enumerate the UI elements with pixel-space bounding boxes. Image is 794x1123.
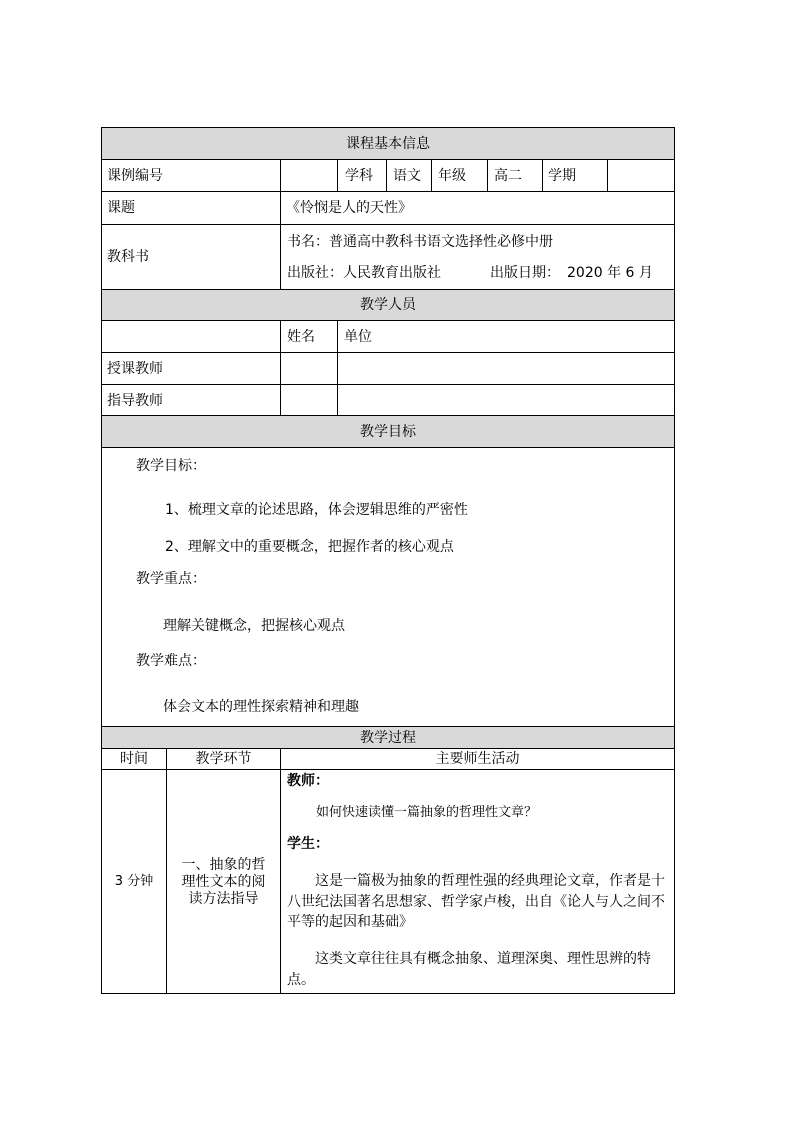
table-rule xyxy=(101,726,675,727)
book-name: 书名：普通高中教科书语文选择性必修中册 xyxy=(287,234,553,250)
table-rule xyxy=(101,224,675,225)
table-rule xyxy=(487,159,488,191)
table-rule xyxy=(542,159,543,191)
table-rule xyxy=(101,159,675,160)
row-step-line-3: 读方法指导 xyxy=(188,891,259,907)
goals-title: 教学目标 xyxy=(360,424,416,440)
table-border-right xyxy=(674,127,675,994)
teacher-question: 如何快速读懂一篇抽象的哲理性文章？ xyxy=(316,805,538,820)
table-rule xyxy=(337,159,338,191)
table-rule xyxy=(101,447,675,448)
name-header: 姓名 xyxy=(287,329,315,345)
staff-title: 教学人员 xyxy=(360,297,416,313)
table-rule xyxy=(386,159,387,191)
table-rule xyxy=(280,159,281,289)
process-title: 教学过程 xyxy=(360,730,416,746)
goal-1: 1、梳理文章的论述思路，体会逻辑思维的严密性 xyxy=(165,502,468,518)
table-border-left xyxy=(101,127,102,994)
row-step-line-1: 一、抽象的哲 xyxy=(181,857,266,873)
publish-date-value: 2020 年 6 月 xyxy=(567,265,653,281)
table-rule xyxy=(101,415,675,416)
table-rule xyxy=(101,289,675,290)
term-label: 学期 xyxy=(548,168,576,184)
publish-date-label: 出版日期： xyxy=(490,265,560,281)
col-header-step: 教学环节 xyxy=(195,751,252,767)
grade-label: 年级 xyxy=(438,168,466,184)
table-rule xyxy=(101,769,675,770)
row-step-line-2: 理性文本的阅 xyxy=(181,874,266,890)
publisher: 出版社：人民教育出版社 xyxy=(287,265,441,281)
advisor-label: 指导教师 xyxy=(107,393,163,409)
topic-value: 《怜悯是人的天性》 xyxy=(286,200,412,216)
table-rule xyxy=(101,748,675,749)
unit-header: 单位 xyxy=(344,329,372,345)
row-time: 3 分钟 xyxy=(114,874,154,889)
student-paragraph-1-line-1: 这是一篇极为抽象的哲理性强的经典理论文章，作者是十 xyxy=(315,873,665,889)
col-header-time: 时间 xyxy=(120,751,148,767)
goals-label: 教学目标： xyxy=(136,458,206,474)
table-rule xyxy=(101,993,675,994)
teacher-role-label: 教师： xyxy=(287,773,329,789)
table-rule xyxy=(101,191,675,192)
key-point-text: 理解关键概念，把握核心观点 xyxy=(163,618,345,634)
student-paragraph-2-line-2: 点。 xyxy=(287,972,315,988)
table-rule xyxy=(101,320,675,321)
table-rule xyxy=(280,320,281,415)
student-paragraph-1-line-3: 平等的起因和基础》 xyxy=(287,914,413,930)
difficulty-text: 体会文本的理性探索精神和理趣 xyxy=(163,699,359,715)
subject-value: 语文 xyxy=(393,168,421,184)
student-paragraph-2-line-1: 这类文章往往具有概念抽象、道理深奥、理性思辨的特 xyxy=(315,951,651,967)
table-rule xyxy=(101,127,675,128)
subject-label: 学科 xyxy=(345,168,373,184)
student-role-label: 学生： xyxy=(287,836,329,852)
table-rule xyxy=(607,159,608,191)
table-rule xyxy=(101,352,675,353)
topic-label: 课题 xyxy=(107,200,135,216)
col-header-activity: 主要师生活动 xyxy=(435,751,520,767)
student-paragraph-1-line-2: 八世纪法国著名思想家、哲学家卢梭，出自《论人与人之间不 xyxy=(287,894,665,910)
basic-info-title: 课程基本信息 xyxy=(346,136,430,152)
grade-value: 高二 xyxy=(494,168,522,184)
table-rule xyxy=(280,748,281,993)
difficulty-label: 教学难点： xyxy=(136,653,206,669)
textbook-label: 教科书 xyxy=(107,249,149,265)
goal-2: 2、理解文中的重要概念，把握作者的核心观点 xyxy=(165,539,454,555)
key-point-label: 教学重点： xyxy=(136,571,206,587)
table-rule xyxy=(101,384,675,385)
table-rule xyxy=(337,320,338,415)
table-rule xyxy=(431,159,432,191)
teacher-label: 授课教师 xyxy=(107,361,163,377)
case-no-label: 课例编号 xyxy=(107,168,163,184)
